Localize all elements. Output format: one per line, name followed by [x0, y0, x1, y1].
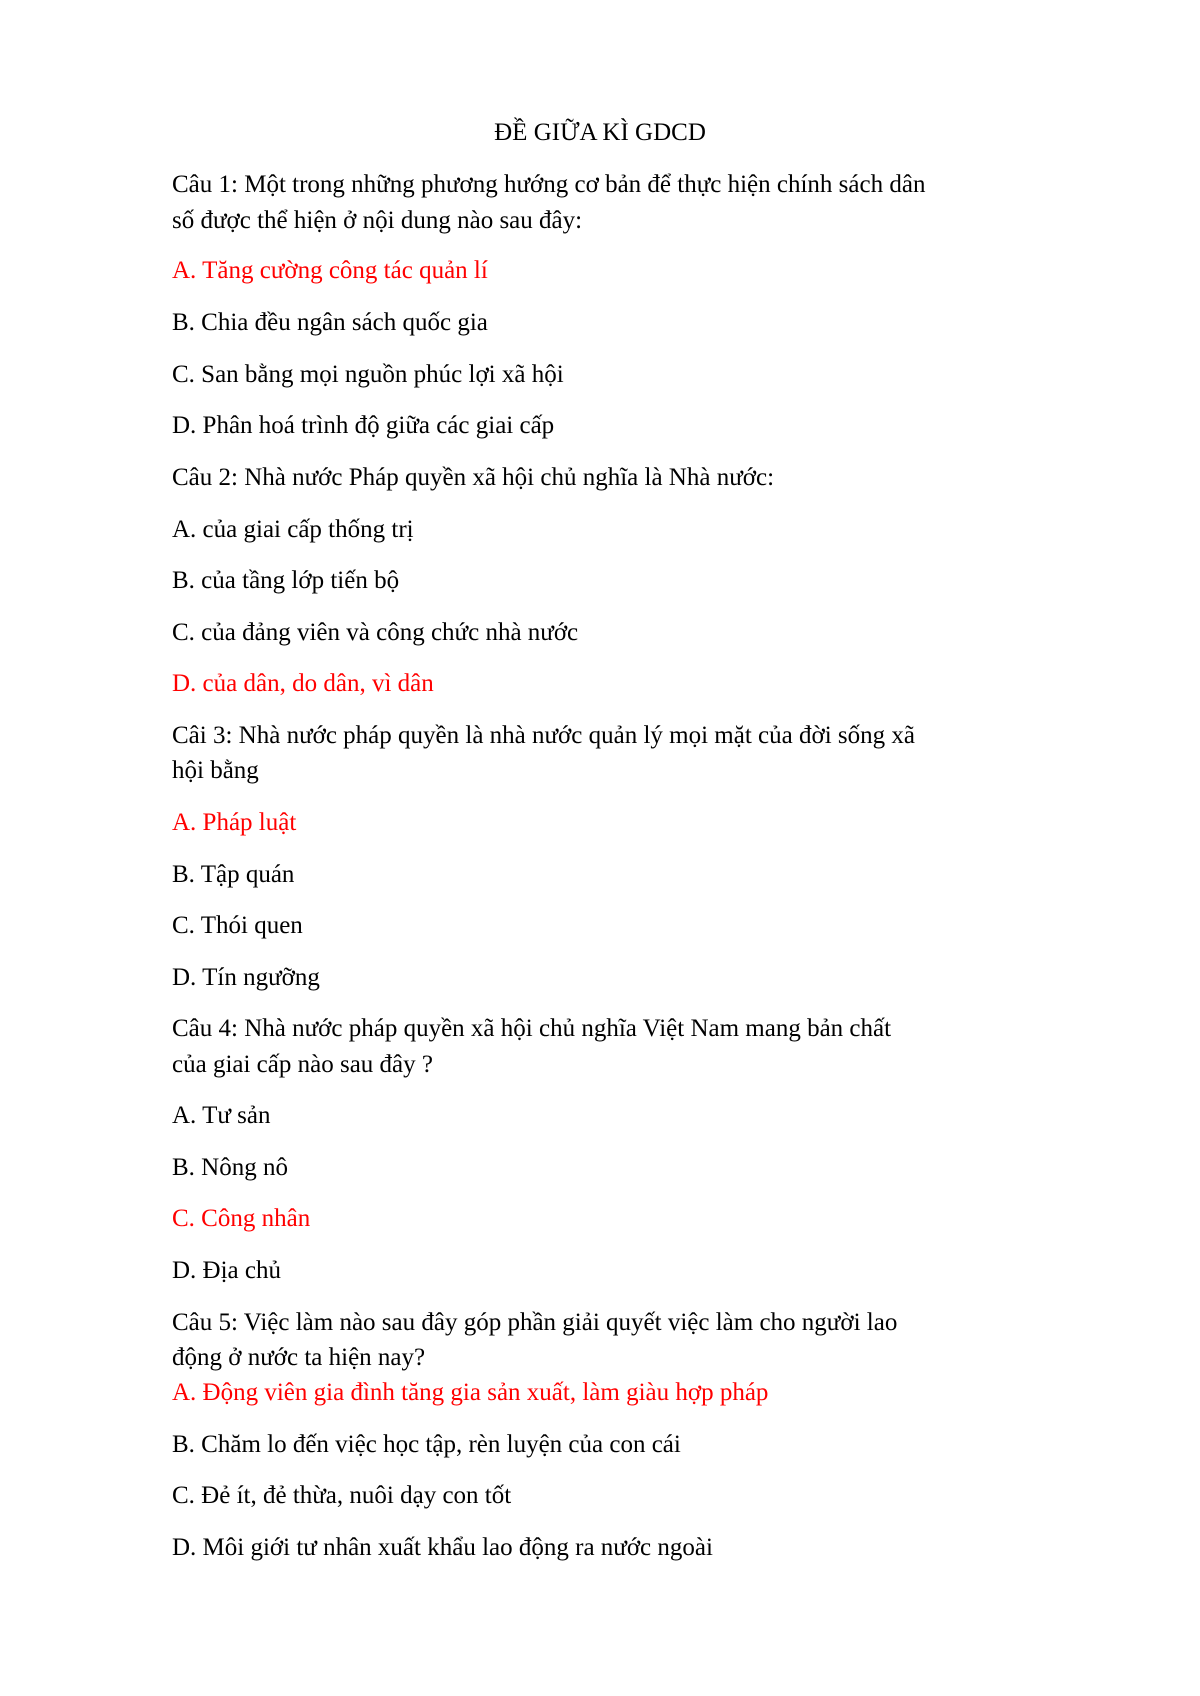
- question-5-option-c: C. Đẻ ít, đẻ thừa, nuôi dạy con tốt: [172, 1482, 512, 1509]
- question-5-text-line-1: Câu 5: Việc làm nào sau đây góp phần giải quyết việc làm cho người lao: [172, 1309, 898, 1336]
- question-1-option-b: B. Chia đều ngân sách quốc gia: [172, 309, 488, 336]
- document-title: ĐỀ GIỮA KÌ GDCD: [494, 119, 706, 146]
- question-1-option-a-correct: A. Tăng cường công tác quản lí: [172, 257, 488, 284]
- question-5-option-a-correct: A. Động viên gia đình tăng gia sản xuất, làm giàu hợp pháp: [172, 1379, 769, 1406]
- question-3-option-b: B. Tập quán: [172, 861, 295, 888]
- question-5-option-d: D. Môi giới tư nhân xuất khẩu lao động ra nước ngoài: [172, 1534, 713, 1561]
- question-5-option-b: B. Chăm lo đến việc học tập, rèn luyện của con cái: [172, 1431, 681, 1458]
- question-3-text-line-2: hội bằng: [172, 757, 259, 784]
- question-4-text-line-1: Câu 4: Nhà nước pháp quyền xã hội chủ nghĩa Việt Nam mang bản chất: [172, 1015, 892, 1042]
- question-1-text-line-1: Câu 1: Một trong những phương hướng cơ bản để thực hiện chính sách dân: [172, 171, 926, 198]
- question-3-text-line-1: Câi 3: Nhà nước pháp quyền là nhà nước quản lý mọi mặt của đời sống xã: [172, 722, 915, 749]
- question-2-option-c: C. của đảng viên và công chức nhà nước: [172, 619, 579, 646]
- question-2-option-a: A. của giai cấp thống trị: [172, 516, 414, 543]
- question-3-option-c: C. Thói quen: [172, 912, 303, 939]
- question-1-option-d: D. Phân hoá trình độ giữa các giai cấp: [172, 412, 555, 439]
- question-2-option-d-correct: D. của dân, do dân, vì dân: [172, 670, 434, 697]
- question-4-option-d: D. Địa chủ: [172, 1257, 281, 1284]
- question-3-option-a-correct: A. Pháp luật: [172, 809, 297, 836]
- question-1-option-c: C. San bằng mọi nguồn phúc lợi xã hội: [172, 361, 564, 388]
- question-2-text-line-1: Câu 2: Nhà nước Pháp quyền xã hội chủ nghĩa là Nhà nước:: [172, 464, 775, 491]
- question-2-option-b: B. của tầng lớp tiến bộ: [172, 567, 400, 594]
- question-4-option-c-correct: C. Công nhân: [172, 1205, 311, 1232]
- question-5-text-line-2: động ở nước ta hiện nay?: [172, 1344, 426, 1371]
- question-3-option-d: D. Tín ngưỡng: [172, 964, 320, 991]
- question-4-text-line-2: của giai cấp nào sau đây ?: [172, 1051, 433, 1078]
- question-4-option-a: A. Tư sản: [172, 1102, 271, 1129]
- question-1-text-line-2: số được thể hiện ở nội dung nào sau đây:: [172, 207, 583, 234]
- question-4-option-b: B. Nông nô: [172, 1154, 288, 1181]
